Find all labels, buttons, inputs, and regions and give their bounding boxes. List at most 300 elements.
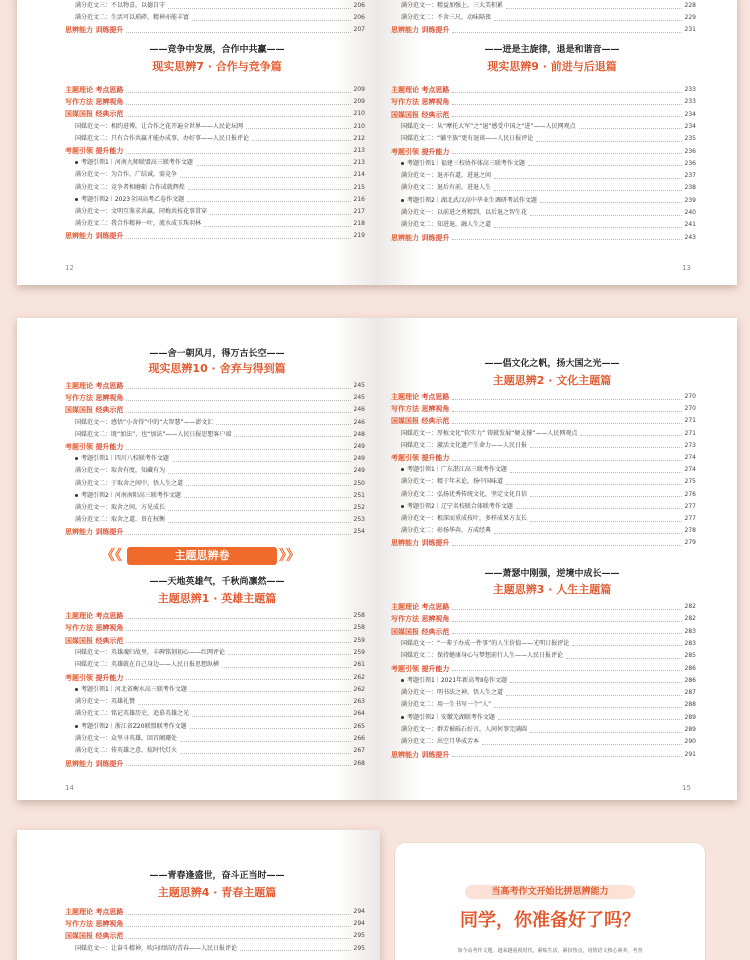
section-label: 思辨能力 bbox=[65, 232, 93, 241]
toc-row bbox=[65, 12, 365, 24]
toc-entry-text bbox=[65, 121, 243, 133]
toc-row bbox=[391, 687, 696, 699]
page-ref: 210 bbox=[353, 122, 365, 130]
toc-entry-text bbox=[391, 501, 513, 513]
toc-entry-text bbox=[65, 696, 135, 708]
leader-dots bbox=[530, 215, 682, 216]
section-sublabel: 思辨视角 bbox=[421, 98, 450, 107]
toc-row bbox=[65, 490, 365, 502]
toc-row bbox=[65, 514, 365, 526]
section-sublabel: 考点思路 bbox=[95, 612, 124, 620]
leader-dots bbox=[494, 190, 682, 191]
toc-row bbox=[391, 489, 696, 501]
toc-entry-text bbox=[391, 207, 527, 219]
section-label: 考题引领 bbox=[391, 664, 419, 673]
section-label: 主题理论 bbox=[391, 393, 419, 401]
page-ref: 238 bbox=[684, 184, 696, 192]
leader-dots bbox=[234, 436, 350, 437]
leader-dots bbox=[187, 201, 350, 202]
toc-row bbox=[65, 758, 365, 770]
bullet-icon bbox=[75, 725, 78, 728]
toc-row bbox=[391, 207, 696, 219]
leader-dots bbox=[196, 165, 351, 166]
leader-dots bbox=[452, 399, 681, 400]
section-label: 主题理论 bbox=[391, 603, 419, 611]
entry-title: 满分范文一：根深而重成枝叶，多样成果方友长 bbox=[401, 515, 528, 522]
page-ref: 209 bbox=[353, 86, 365, 93]
leader-dots bbox=[516, 508, 682, 509]
section-sublabel: 提升能力 bbox=[421, 454, 450, 462]
page-ref: 278 bbox=[684, 527, 696, 535]
toc-row bbox=[391, 12, 696, 24]
toc-row bbox=[65, 0, 365, 12]
bullet-icon bbox=[401, 716, 404, 719]
leader-dots bbox=[216, 424, 350, 425]
toc-entry-text bbox=[65, 133, 249, 145]
toc-entry-text bbox=[391, 699, 491, 711]
toc-entry-text bbox=[65, 930, 123, 942]
entry-title: 国媒范文一：相约进博，让合作之花开遍全世界——人民论坛网 bbox=[75, 122, 244, 130]
toc-row bbox=[65, 930, 365, 942]
entry-title: 满分范文二：弘扬优秀传统文化，坚定文化自信 bbox=[401, 490, 528, 498]
page-ref: 245 bbox=[353, 394, 365, 402]
section-label: 国媒国报 bbox=[65, 932, 93, 941]
toc-row bbox=[65, 502, 365, 514]
leader-dots bbox=[168, 8, 351, 9]
section-sublabel: 考点思路 bbox=[421, 603, 450, 611]
promo-title: 同学，你准备好了吗？ bbox=[460, 910, 640, 931]
page-ref: 212 bbox=[353, 134, 365, 142]
toc-entry-text bbox=[65, 392, 123, 404]
leader-dots bbox=[452, 92, 681, 93]
toc-row bbox=[391, 626, 696, 638]
section-sublabel: 训练提升 bbox=[421, 539, 450, 548]
page-ref: 266 bbox=[353, 735, 365, 742]
leader-dots bbox=[452, 116, 681, 117]
toc-row bbox=[391, 428, 696, 440]
leader-dots bbox=[252, 140, 351, 141]
page-ref: 206 bbox=[353, 2, 365, 9]
toc-entry-text bbox=[391, 0, 503, 12]
toc-row bbox=[65, 918, 365, 930]
section-label: 国媒国报 bbox=[391, 417, 419, 426]
page-number: 14 bbox=[65, 784, 74, 792]
toc-row bbox=[391, 736, 696, 748]
leader-dots bbox=[126, 630, 350, 631]
toc-row bbox=[65, 380, 365, 392]
page-ref: 206 bbox=[353, 14, 365, 21]
leader-dots bbox=[126, 92, 350, 93]
page-ref: 214 bbox=[353, 171, 365, 179]
toc-row bbox=[65, 218, 365, 230]
toc-row bbox=[65, 635, 365, 647]
toc-entry-text bbox=[65, 429, 231, 441]
toc-entry-text bbox=[391, 24, 449, 36]
toc-entry-text bbox=[65, 465, 165, 477]
leader-dots bbox=[190, 691, 351, 692]
page-ref: 288 bbox=[684, 701, 696, 709]
toc-entry-text bbox=[391, 663, 449, 675]
toc-row bbox=[65, 453, 365, 465]
page-ref: 215 bbox=[353, 183, 365, 191]
leader-dots bbox=[126, 238, 350, 239]
section-sublabel: 训练提升 bbox=[95, 759, 124, 768]
entry-title: 国媒范文二：激活文化遗产生命力——人民日报 bbox=[401, 441, 528, 449]
page-ref: 290 bbox=[684, 738, 696, 746]
section-sublabel: 思辨视角 bbox=[95, 920, 124, 929]
leader-dots bbox=[126, 926, 350, 927]
page-ref: 246 bbox=[353, 406, 365, 414]
toc-entry-text bbox=[65, 659, 219, 671]
leader-dots bbox=[528, 165, 682, 166]
entry-title: 满分范文三：不以物喜，以德自守 bbox=[75, 2, 166, 9]
toc-row bbox=[391, 182, 696, 194]
toc-row bbox=[391, 675, 696, 687]
page-ref: 218 bbox=[353, 220, 365, 228]
bullet-icon bbox=[401, 505, 404, 508]
section-title: 现实思辨7 · 合作与竞争篇 bbox=[152, 60, 282, 73]
bullet-icon bbox=[75, 688, 78, 691]
section-label: 思辨能力 bbox=[65, 528, 93, 537]
toc-entry-text bbox=[391, 428, 577, 440]
leader-dots bbox=[126, 679, 350, 680]
entry-title: 考题引领1｜河北省衡水高三联考作文题 bbox=[81, 685, 187, 693]
toc-entry-text bbox=[65, 145, 123, 157]
section-quote: ——倡文化之帆，扬大国之光—— bbox=[484, 359, 620, 369]
toc-row bbox=[391, 219, 696, 231]
book1-left-page bbox=[17, 0, 377, 285]
toc-entry-text bbox=[391, 736, 479, 748]
leader-dots bbox=[168, 510, 351, 511]
entry-title: 国媒范文一：英雄魂归故里，丰碑铭刻初心——红网评论 bbox=[75, 648, 226, 656]
toc-entry-text bbox=[391, 537, 449, 549]
toc-row bbox=[65, 157, 365, 169]
toc-entry-text bbox=[65, 514, 165, 526]
leader-dots bbox=[530, 732, 682, 733]
toc-row bbox=[65, 145, 365, 157]
page-ref: 213 bbox=[353, 147, 365, 154]
page-ref: 219 bbox=[353, 232, 365, 240]
toc-row bbox=[391, 146, 696, 158]
section-title: 主题思辨1 · 英雄主题篇 bbox=[157, 592, 277, 605]
toc-row bbox=[65, 659, 365, 671]
section-label: 国媒国报 bbox=[65, 406, 93, 415]
toc-row bbox=[65, 943, 365, 955]
toc-entry-text bbox=[65, 169, 177, 181]
section-sublabel: 思辨视角 bbox=[421, 405, 450, 414]
toc-entry-text bbox=[391, 232, 449, 244]
section-quote: ——进是主旋律，退是和谐音—— bbox=[484, 45, 620, 55]
leader-dots bbox=[494, 533, 682, 534]
toc-entry-text bbox=[391, 675, 507, 687]
page-ref: 229 bbox=[684, 14, 696, 21]
leader-dots bbox=[126, 618, 350, 619]
page-ref: 234 bbox=[684, 122, 696, 130]
entry-title: 考题引领2｜河南南阳高三联考作文题 bbox=[81, 491, 181, 499]
leader-dots bbox=[186, 485, 351, 486]
section-sublabel: 经典示范 bbox=[421, 627, 450, 636]
toc-row bbox=[391, 476, 696, 488]
toc-entry-text bbox=[65, 108, 123, 120]
bullet-icon bbox=[75, 494, 78, 497]
section-label: 国媒国报 bbox=[65, 110, 93, 119]
page-ref: 253 bbox=[353, 516, 365, 524]
toc-row bbox=[65, 108, 365, 120]
toc-row bbox=[391, 170, 696, 182]
entry-title: 满分范文二：用一生书写一个“人” bbox=[401, 701, 492, 709]
page-ref: 291 bbox=[684, 750, 696, 758]
page-ref: 252 bbox=[353, 504, 365, 511]
leader-dots bbox=[126, 914, 350, 915]
section-label: 思辨能力 bbox=[391, 26, 419, 34]
section-label: 写作方法 bbox=[65, 394, 93, 403]
page-number: 13 bbox=[682, 264, 691, 272]
page-ref: 245 bbox=[353, 382, 365, 389]
toc-row bbox=[65, 684, 365, 696]
page-ref: 216 bbox=[353, 195, 365, 203]
section-sublabel: 考点思路 bbox=[95, 86, 124, 94]
section-label: 写作方法 bbox=[65, 98, 93, 107]
entry-title: 满分范文一：以前进之勇精到，以后退之智生花 bbox=[401, 209, 528, 216]
page-ref: 273 bbox=[684, 441, 696, 449]
toc-row bbox=[65, 417, 365, 429]
page-ref: 251 bbox=[353, 491, 365, 499]
toc-entry-text bbox=[65, 24, 123, 36]
entry-title: 满分范文一：群芳被砾石好言，人间何事完满圆 bbox=[401, 726, 528, 733]
page-ref: 236 bbox=[684, 147, 696, 155]
entry-title: 满分范文二：彰扬华奔，方成经典 bbox=[401, 527, 492, 535]
toc-entry-text bbox=[391, 687, 503, 699]
section-sublabel: 经典示范 bbox=[95, 406, 124, 415]
section-label: 写作方法 bbox=[391, 98, 419, 107]
bullet-icon bbox=[401, 162, 404, 165]
section-sublabel: 考点思路 bbox=[95, 382, 124, 390]
toc-entry-text bbox=[391, 109, 449, 121]
toc-row bbox=[391, 724, 696, 736]
section-sublabel: 思辨视角 bbox=[95, 394, 124, 403]
leader-dots bbox=[566, 658, 682, 659]
section-quote: ——青春逢盛世，奋斗正当时—— bbox=[149, 871, 285, 881]
toc-entry-text bbox=[65, 218, 201, 230]
page-ref: 249 bbox=[353, 455, 365, 463]
toc-entry-text bbox=[65, 708, 189, 720]
bullet-icon bbox=[401, 679, 404, 682]
entry-title: 考题引领1｜福建三校协作体高三联考作文题 bbox=[407, 159, 525, 167]
entry-title: 考题引领2｜浙江省Z20联盟联考作文题 bbox=[81, 722, 187, 730]
entry-title: 满分范文一：英雄礼赞 bbox=[75, 698, 136, 706]
section-sublabel: 经典示范 bbox=[95, 932, 124, 941]
book2-right-page bbox=[377, 318, 737, 800]
page-ref: 261 bbox=[353, 661, 365, 669]
entry-title: 国媒范文一：从“摩托大军”之“退”感受中国之“进”——人民网观点 bbox=[401, 122, 576, 130]
section-label: 写作方法 bbox=[391, 615, 419, 624]
entry-title: 国媒范文二：只有合作共赢才能办成事，办好事——人民日报评论 bbox=[75, 134, 250, 142]
section-title: 现实思辨9 · 前进与后退篇 bbox=[487, 60, 617, 73]
entry-title: 满分范文一：明书法之神，悟人生之道 bbox=[401, 689, 504, 697]
section-label: 国媒国报 bbox=[65, 636, 93, 645]
toc-entry-text bbox=[391, 195, 537, 207]
leader-dots bbox=[180, 177, 351, 178]
book3-left-page bbox=[17, 830, 380, 960]
toc-row bbox=[391, 501, 696, 513]
toc-entry-text bbox=[65, 96, 123, 108]
page-ref: 243 bbox=[684, 233, 696, 241]
section-label: 思辨能力 bbox=[391, 750, 419, 759]
leader-dots bbox=[572, 645, 681, 646]
page-ref: 259 bbox=[353, 636, 365, 644]
toc-entry-text bbox=[65, 453, 169, 465]
toc-row bbox=[65, 404, 365, 416]
page-ref: 258 bbox=[353, 612, 365, 619]
page-ref: 270 bbox=[684, 393, 696, 400]
leader-dots bbox=[228, 654, 351, 655]
toc-row bbox=[65, 206, 365, 218]
leader-dots bbox=[190, 728, 351, 729]
page-ref: 286 bbox=[684, 676, 696, 684]
toc-entry-text bbox=[65, 230, 123, 242]
toc-row bbox=[65, 622, 365, 634]
page-ref: 237 bbox=[684, 172, 696, 180]
page-ref: 279 bbox=[684, 539, 696, 547]
leader-dots bbox=[126, 642, 350, 643]
toc-row bbox=[391, 663, 696, 675]
section-title: 主题思辨3 · 人生主题篇 bbox=[492, 583, 612, 596]
leader-dots bbox=[204, 226, 351, 227]
entry-title: 满分范文二：不舍三尺，动味隔夜 bbox=[401, 14, 492, 21]
toc-entry-text bbox=[391, 712, 495, 724]
section-label: 写作方法 bbox=[65, 624, 93, 633]
toc-entry-text bbox=[391, 182, 491, 194]
toc-entry-text bbox=[391, 12, 491, 24]
entry-title: 满分范文二：竞争者相磨砺 合作成就辉煌 bbox=[75, 183, 185, 191]
book1-right-page bbox=[377, 0, 737, 285]
entry-title: 国媒范文一：感悟“小舍得”中的“大智慧”——澎文汇 bbox=[75, 418, 214, 426]
section-quote: ——竞争中发展，合作中共赢—— bbox=[149, 45, 285, 55]
section-label: 主题理论 bbox=[65, 908, 93, 916]
leader-dots bbox=[506, 695, 682, 696]
toc-entry-text bbox=[65, 206, 207, 218]
section-label: 主题理论 bbox=[65, 86, 93, 94]
page-ref: 289 bbox=[684, 726, 696, 733]
section-sublabel: 训练提升 bbox=[95, 528, 124, 537]
toc-entry-text bbox=[65, 721, 187, 733]
section-sublabel: 考点思路 bbox=[421, 393, 450, 401]
toc-entry-text bbox=[391, 219, 491, 231]
toc-entry-text bbox=[65, 478, 183, 490]
toc-row bbox=[391, 84, 696, 96]
toc-entry-text bbox=[391, 525, 491, 537]
entry-title: 国媒范文二：英雄就在自己身边——人民日报思想纵横 bbox=[75, 661, 220, 669]
page-ref: 268 bbox=[353, 759, 365, 767]
page-ref: 262 bbox=[353, 673, 365, 681]
toc-row bbox=[391, 232, 696, 244]
entry-title: 满分范文二：取舍之道，贵在权衡 bbox=[75, 516, 166, 524]
section-sublabel: 经典示范 bbox=[421, 110, 450, 119]
leader-dots bbox=[494, 707, 681, 708]
toc-entry-text bbox=[391, 158, 525, 170]
section-label: 国媒国报 bbox=[391, 627, 419, 636]
page-ref: 213 bbox=[353, 159, 365, 167]
entry-title: 考题引领2｜湖北武汉高中毕业生调研考试作文题 bbox=[407, 196, 537, 204]
entry-title: 考题引领2｜辽宁名校联合体联考作文题 bbox=[407, 502, 513, 510]
leader-dots bbox=[126, 116, 350, 117]
toc-entry-text bbox=[65, 526, 123, 538]
section-sublabel: 训练提升 bbox=[95, 232, 124, 241]
bullet-icon bbox=[401, 199, 404, 202]
leader-dots bbox=[222, 667, 351, 668]
toc-row bbox=[391, 699, 696, 711]
toc-entry-text bbox=[391, 513, 527, 525]
toc-entry-text bbox=[391, 84, 449, 96]
leader-dots bbox=[192, 20, 351, 21]
promo-headline: 当高考作文开始比拼思辨能力 bbox=[465, 885, 635, 899]
page-ref: 271 bbox=[684, 429, 696, 437]
section-sublabel: 思辨视角 bbox=[421, 615, 450, 624]
leader-dots bbox=[452, 460, 681, 461]
toc-entry-text bbox=[65, 906, 123, 918]
toc-entry-text bbox=[65, 194, 184, 206]
section-sublabel: 经典示范 bbox=[421, 417, 450, 426]
toc-entry-text bbox=[65, 84, 123, 96]
toc-row bbox=[391, 464, 696, 476]
leader-dots bbox=[452, 104, 681, 105]
entry-title: 满分范文二：于取舍之间中，悟人生之道 bbox=[75, 479, 184, 487]
leader-dots bbox=[168, 522, 351, 523]
entry-title: 满分范文一：取舍之间，方见成长 bbox=[75, 504, 166, 511]
entry-title: 满分范文二：知进退，融人生之道 bbox=[401, 221, 492, 229]
page-ref: 233 bbox=[684, 98, 696, 106]
leader-dots bbox=[126, 104, 350, 105]
toc-row bbox=[65, 733, 365, 745]
toc-row bbox=[391, 601, 696, 613]
leader-dots bbox=[494, 20, 682, 21]
toc-row bbox=[391, 638, 696, 650]
toc-row bbox=[65, 392, 365, 404]
promo-card bbox=[395, 843, 705, 960]
toc-entry-text bbox=[391, 638, 569, 650]
leader-dots bbox=[126, 765, 350, 766]
toc-entry-text bbox=[391, 146, 449, 158]
leader-dots bbox=[192, 716, 351, 717]
page-ref: 282 bbox=[684, 615, 696, 623]
entry-title: 考题引领1｜四川八校联考作文题 bbox=[81, 455, 169, 463]
chevron-left-icon: 《《 bbox=[101, 548, 122, 564]
leader-dots bbox=[172, 461, 351, 462]
toc-row bbox=[65, 478, 365, 490]
entry-title: 满分范文二：我合作精神一叶，流水成玉珠羽林 bbox=[75, 220, 202, 228]
leader-dots bbox=[494, 178, 682, 179]
page-ref: 217 bbox=[353, 208, 365, 215]
toc-row bbox=[391, 650, 696, 662]
page-ref: 228 bbox=[684, 2, 696, 9]
toc-entry-text bbox=[65, 647, 225, 659]
leader-dots bbox=[498, 719, 682, 720]
page-ref: 274 bbox=[684, 454, 696, 461]
page-ref: 233 bbox=[684, 86, 696, 93]
page-ref: 264 bbox=[353, 710, 365, 718]
entry-title: 考题引领1｜河南九师联盟高三联考作文题 bbox=[81, 159, 193, 167]
toc-entry-text bbox=[65, 622, 123, 634]
toc-entry-text bbox=[65, 758, 123, 770]
toc-entry-text bbox=[391, 170, 491, 182]
leader-dots bbox=[506, 484, 682, 485]
section-label: 思辨能力 bbox=[391, 539, 419, 548]
entry-title: 满分范文一：文明互鉴求共赢，同梅共枝花事贯穿 bbox=[75, 208, 208, 215]
leader-dots bbox=[530, 521, 682, 522]
leader-dots bbox=[580, 435, 681, 436]
page-ref: 234 bbox=[684, 110, 696, 118]
toc-entry-text bbox=[391, 96, 449, 108]
